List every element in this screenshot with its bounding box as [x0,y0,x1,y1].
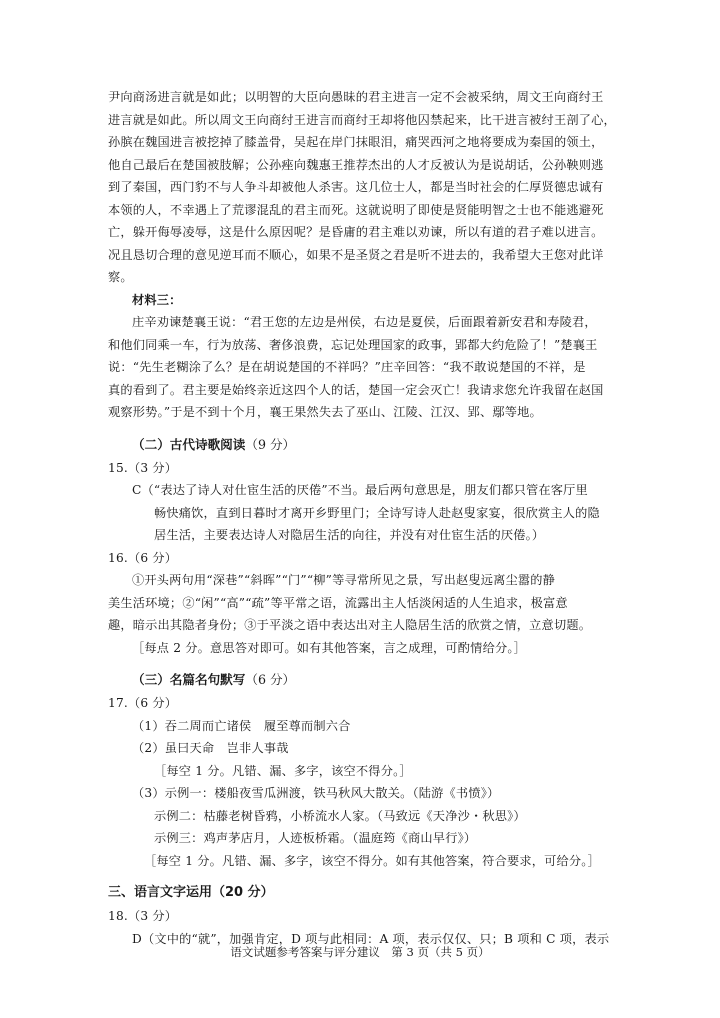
material3-translation [108,311,616,424]
answer-page [108,86,616,950]
answer-line: ①开头两句用“深巷”“斜晖”“门”“柳”等寻常所见之景，写出赵叟远离尘嚣的静 [132,573,556,587]
text-line: 亡，躲开侮辱凌辱，这是什么原因呢？是昏庸的君主难以劝谏，所以有道的君子难以进言。 [108,225,604,239]
answer-line: 美生活环境；②“闲”“高”“疏”等平常之语，流露出主人恬淡闲适的人生追求，极富意 [108,595,568,610]
section-title: （三）名篇名句默写 [132,672,246,687]
question-number-18: 18.（3 分） [108,909,178,923]
section-title: （二）古代诗歌阅读 [132,436,246,452]
text-line: 观察形势。”于是不到十个月，襄王果然失去了巫山、江陵、江汉、郢、鄢等地。 [108,405,542,419]
answer-line: （3）示例一：楼船夜雪瓜洲渡，铁马秋风大散关。（陆游《书愤》） [132,786,500,800]
section-heading-recitation [108,668,616,692]
answer-line: 居生活，主要表达诗人对隐居生活的向往，并没有对仕宦生活的厌倦。） [154,528,545,542]
text-line: 说：“先生老糊涂了么？是在胡说楚国的不祥吗？”庄辛回答：“我不敢说楚国的不祥，是 [108,360,586,374]
answer-line: 趣，暗示出其隐者身份；③于平淡之语中表达出对主人隐居生活的欣赏之情，立意切题。 [108,618,592,632]
answer-line: D（文中的“就”，加强肯定，D 项与此相同：A 项，表示仅仅、只；B 项和 C 项，表示 [132,931,610,946]
answer-line: C（“表达了诗人对仕宦生活的厌倦”不当。最后两句意思是，朋友们都只管在客厅里 [132,483,588,497]
answer-line: 畅快痛饮，直到日暮时才离开乡野里门；全诗写诗人赴赵叟家宴，很欣赏主人的隐 [154,505,600,520]
section-score: （9 分） [245,436,296,452]
material3-title: 材料三： [132,292,182,307]
section-score: （6 分） [245,672,296,687]
answer-line: 示例三：鸡声茅店月，人迹板桥霜。（温庭筠《商山早行》） [154,831,477,845]
question-number-17: 17.（6 分） [108,696,178,710]
text-line: 尹向商汤进言就是如此；以明智的大臣向愚昧的君主进言一定不会被采纳，周文王向商纣王 [108,90,604,104]
section-heading-language-use [108,881,616,905]
answer-line: （1）吞二周而亡诸侯 履至尊而制六合 [132,718,351,733]
scoring-note: ［每空 1 分。凡错、漏、多字，该空不得分。如有其他答案，符合要求，可给分。］ [144,853,600,868]
scoring-note: ［每空 1 分。凡错、漏、多字，该空不得分。］ [154,763,412,778]
text-line: 到了秦国，西门豹不与人争斗却被他人杀害。这几位士人，都是当时社会的仁厚贤德忠诚有 [108,180,604,194]
text-line: 进言就是如此。所以周文王向商纣王进言而商纣王却将他囚禁起来，比干进言被纣王剖了心， [108,112,616,127]
text-line: 况且恳切合理的意见逆耳而不顺心，如果不是圣贤之君是听不进去的，我希望大王您对此详 [108,247,604,262]
section-score: （20 分） [212,885,274,900]
text-line: 孙膑在魏国进言被挖掉了膝盖骨，吴起在岸门抹眼泪，痛哭西河之地将要成为秦国的领土， [108,135,604,149]
text-line: 庄辛劝谏楚襄王说：“君王您的左边是州侯，右边是夏侯，后面跟着新安君和寿陵君， [132,315,597,329]
text-line: 本领的人，不幸遇上了荒谬混乱的君主而死。这就说明了即使是贤能明智之士也不能逃避死 [108,202,604,217]
page-footer: 语文试题参考答案与评分建议 第 3 页（共 5 页） [230,945,490,959]
question-number-16: 16.（6 分） [108,550,178,565]
scoring-note: ［每点 2 分。意思答对即可。如有其他答案，言之成理，可酌情给分。］ [132,640,527,655]
answer-line: （2）虽曰天命 岂非人事哉 [132,741,289,755]
answer-line: 示例二：枯藤老树昏鸦，小桥流水人家。（马致远《天净沙・秋思》） [154,808,526,823]
text-line: 真的看到了。君主要是始终亲近这四个人的话，楚国一定会灭亡！我请求您允许我留在赵国 [108,382,604,397]
question-number-15: 15.（3 分） [108,460,178,475]
text-line: 他自己最后在楚国被肢解；公孙痤向魏惠王推荐杰出的人才反被认为是说胡话，公孙鞅则逃 [108,157,604,172]
section-heading-poetry [108,433,616,457]
text-line: 察。 [108,270,133,284]
text-line: 和他们同乘一车，行为放荡、奢侈浪费，忘记处理国家的政事，郢都大约危险了！”楚襄王 [108,337,598,352]
material2-translation [108,86,616,289]
section-title: 三、语言文字运用 [108,885,213,900]
